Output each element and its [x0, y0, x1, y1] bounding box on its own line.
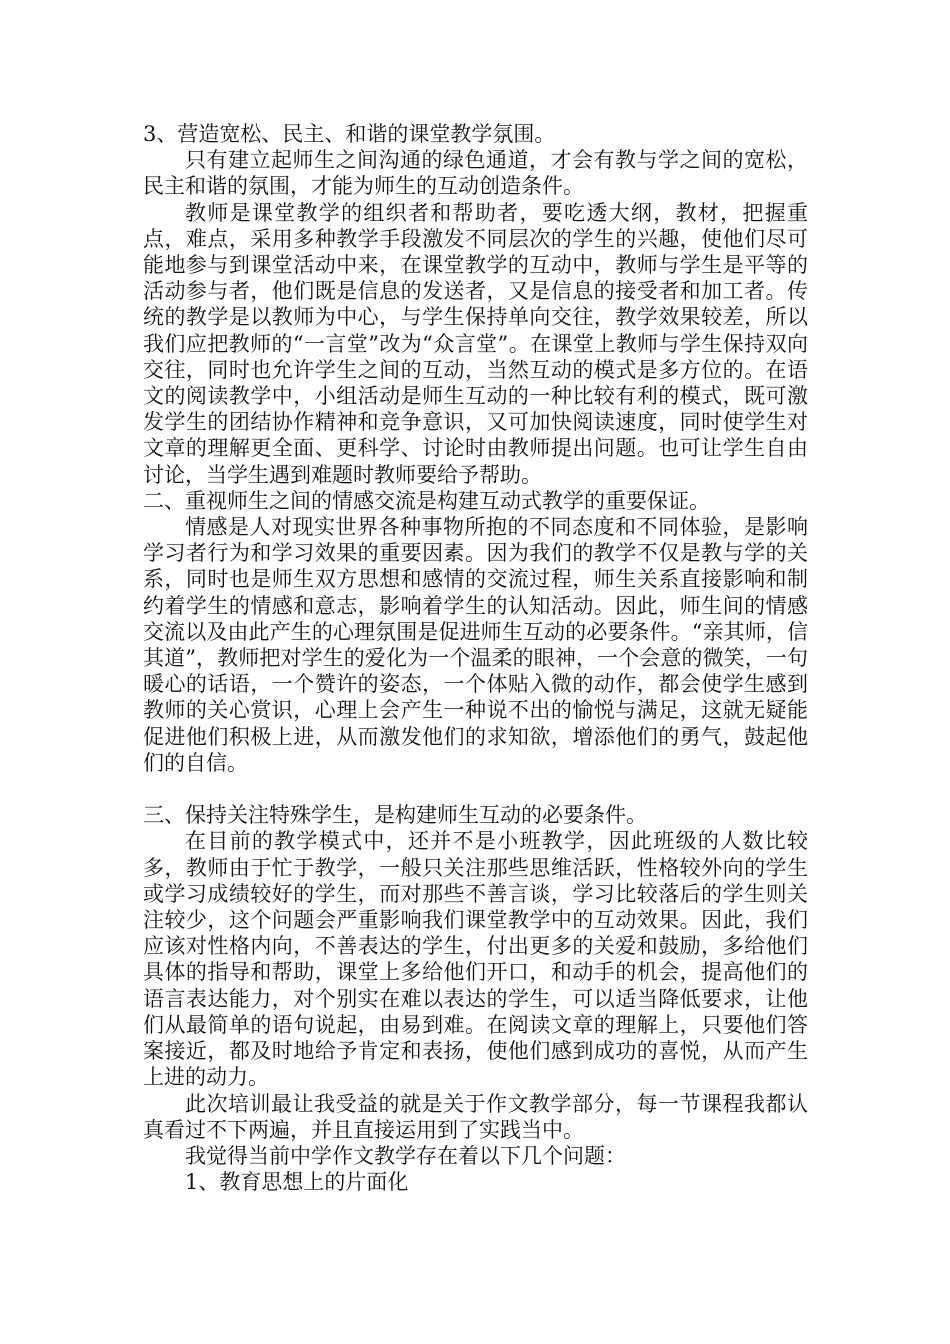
- paragraph: 此次培训最让我受益的就是关于作文教学部分，每一节课程我都认真看过不下两遍，并且直接运用到了实践当中。: [143, 1091, 808, 1142]
- paragraph: 只有建立起师生之间沟通的绿色通道，才会有教与学之间的宽松，民主和谐的氛围，才能为师生的互动创造条件。: [143, 148, 808, 199]
- list-item-heading: 1、教育思想上的片面化: [185, 1170, 409, 1195]
- section-heading-3: 3、营造宽松、民主、和谐的课堂教学氛围。: [143, 122, 556, 146]
- document-page: [143, 121, 808, 1195]
- section-heading-two: 二、重视师生之间的情感交流是构建互动式教学的重要保证。: [143, 488, 710, 513]
- paragraph: 情感是人对现实世界各种事物所抱的不同态度和不同体验，是影响学习者行为和学习效果的重要因素。因为我们的教学不仅是教与学的关系，同时也是师生双方思想和感情的交流过程，师生关系直接影响和制约着学生的情感和意志，影响着学生的认知活动。因此，师生间的情感交流以及由此产生的心理氛围是促进师生互动的必要条件。“亲其师，信其道”，教师把对学生的爱化为一个温柔的眼神，一个会意的微笑，一句暖心的话语，一个赞许的姿态，一个体贴入微的动作，都会使学生感到教师的关心赏识，心理上会产生一种说不出的愉悦与满足，这就无疑能促进他们积极上进，从而激发他们的求知欲，增添他们的勇气，鼓起他们的自信。: [143, 515, 808, 775]
- section-heading-three: 三、保持关注特殊学生，是构建师生互动的必要条件。: [143, 803, 647, 828]
- paragraph: 教师是课堂教学的组织者和帮助者，要吃透大纲，教材，把握重点，难点，采用多种教学手段激发不同层次的学生的兴趣，使他们尽可能地参与到课堂活动中来，在课堂教学的互动中，教师与学生是平等的活动参与者，他们既是信息的发送者，又是信息的接受者和加工者。传统的教学是以教师为中心，与学生保持单向交往，教学效果较差，所以我们应把教师的“一言堂”改为“众言堂”。在课堂上教师与学生保持双向交往，同时也允许学生之间的互动，当然互动的模式是多方位的。在语文的阅读教学中，小组活动是师生互动的一种比较有利的模式，既可激发学生的团结协作精神和竞争意识，又可加快阅读速度，同时使学生对文章的理解更全面、更科学、讨论时由教师提出问题。也可让学生自由讨论，当学生遇到难题时教师要给予帮助。: [143, 200, 808, 487]
- paragraph: 我觉得当前中学作文教学存在着以下几个问题：: [185, 1143, 626, 1168]
- paragraph: 在目前的教学模式中，还并不是小班教学，因此班级的人数比较多，教师由于忙于教学，一般只关注那些思维活跃，性格较外向的学生或学习成绩较好的学生，而对那些不善言谈，学习比较落后的学生则关注较少，这个问题会严重影响我们课堂教学中的互动效果。因此，我们应该对性格内向，不善表达的学生，付出更多的关爱和鼓励，多给他们具体的指导和帮助，课堂上多给他们开口，和动手的机会，提高他们的语言表达能力，对个别实在难以表达的学生，可以适当降低要求，让他们从最简单的语句说起，由易到难。在阅读文章的理解上，只要他们答案接近，都及时地给予肯定和表扬，使他们感到成功的喜悦，从而产生上进的动力。: [143, 829, 808, 1090]
